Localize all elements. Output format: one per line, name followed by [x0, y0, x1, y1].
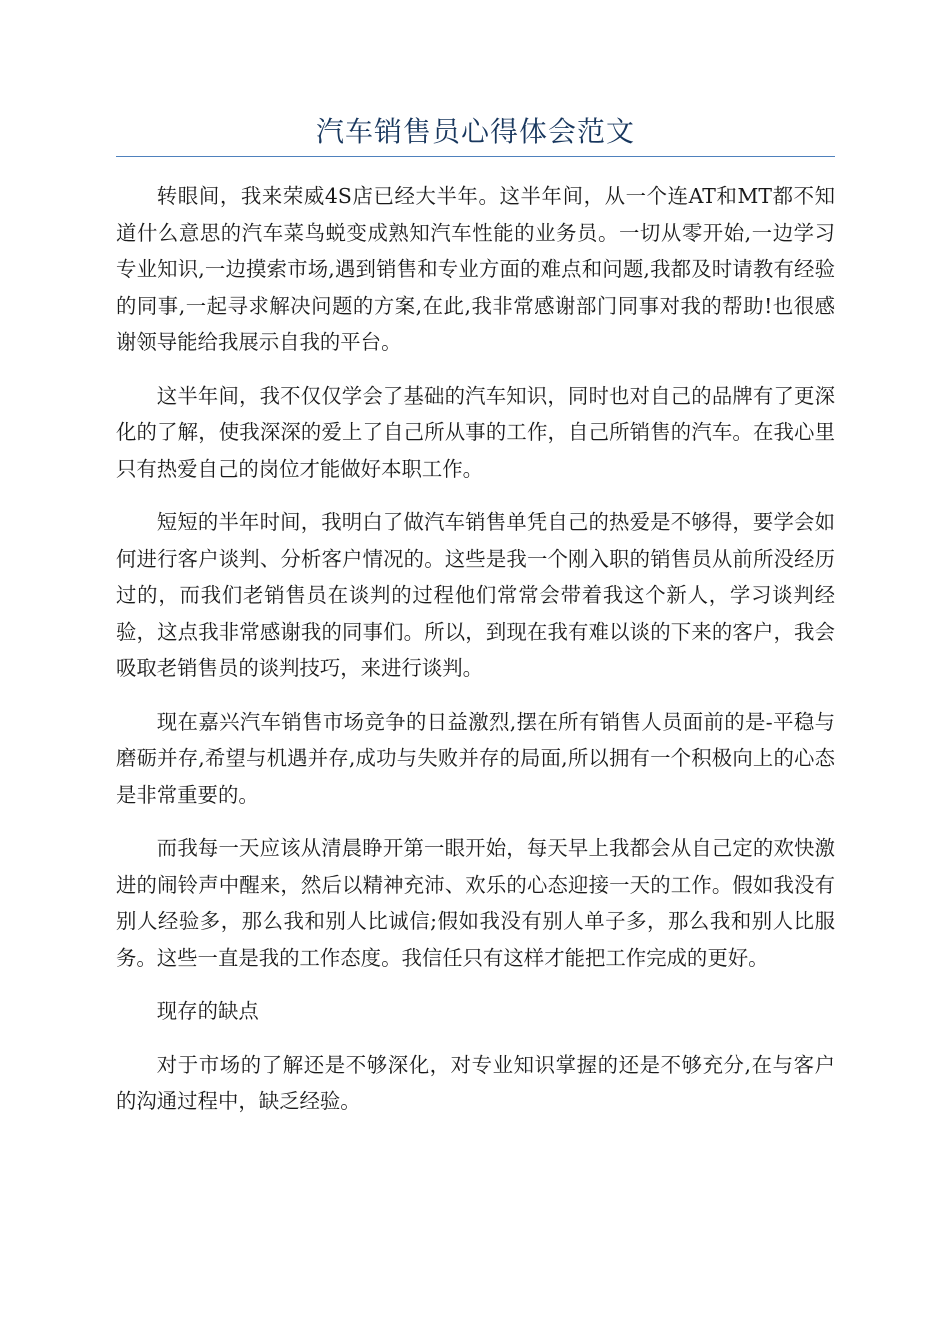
title-block [116, 112, 835, 157]
document-title: 汽车销售员心得体会范文 [315, 115, 635, 148]
document-body [116, 178, 835, 1137]
paragraph-3: 短短的半年时间，我明白了做汽车销售单凭自己的热爱是不够得，要学会如何进行客户谈判、分析客户情况的。这些是我一个刚入职的销售员从前所没经历过的，而我们老销售员在谈判的过程他们常常会带着我这个新人，学习谈判经验，这点我非常感谢我的同事们。所以，到现在我有难以谈的下来的客户，我会吸取老销售员的谈判技巧，来进行谈判。 [116, 510, 835, 680]
paragraph-4: 现在嘉兴汽车销售市场竞争的日益激烈,摆在所有销售人员面前的是-平稳与磨砺并存,希望与机遇并存,成功与失败并存的局面,所以拥有一个积极向上的心态是非常重要的。 [116, 709, 835, 807]
paragraph-5: 而我每一天应该从清晨睁开第一眼开始，每天早上我都会从自己定的欢快激进的闹铃声中醒来，然后以精神充沛、欢乐的心态迎接一天的工作。假如我没有别人经验多，那么我和别人比诚信;假如我没有别人单子多，那么我和别人比服务。这些一直是我的工作态度。我信任只有这样才能把工作完成的更好。 [116, 836, 835, 970]
paragraph-7: 对于市场的了解还是不够深化，对专业知识掌握的还是不够充分,在与客户的沟通过程中，缺乏经验。 [116, 1052, 835, 1113]
paragraph-1: 转眼间，我来荣威4S店已经大半年。这半年间，从一个连AT和MT都不知道什么意思的汽车菜鸟蜕变成熟知汽车性能的业务员。一切从零开始,一边学习专业知识,一边摸索市场,遇到销售和专业方面的难点和问题,我都及时请教有经验的同事,一起寻求解决问题的方案,在此,我非常感谢部门同事对我的帮助!也很感谢领导能给我展示自我的平台。 [116, 184, 835, 354]
section-heading-shortcomings: 现存的缺点 [156, 999, 259, 1023]
paragraph-2: 这半年间，我不仅仅学会了基础的汽车知识，同时也对自己的品牌有了更深化的了解，使我深深的爱上了自己所从事的工作，自己所销售的汽车。在我心里只有热爱自己的岗位才能做好本职工作。 [116, 383, 835, 481]
